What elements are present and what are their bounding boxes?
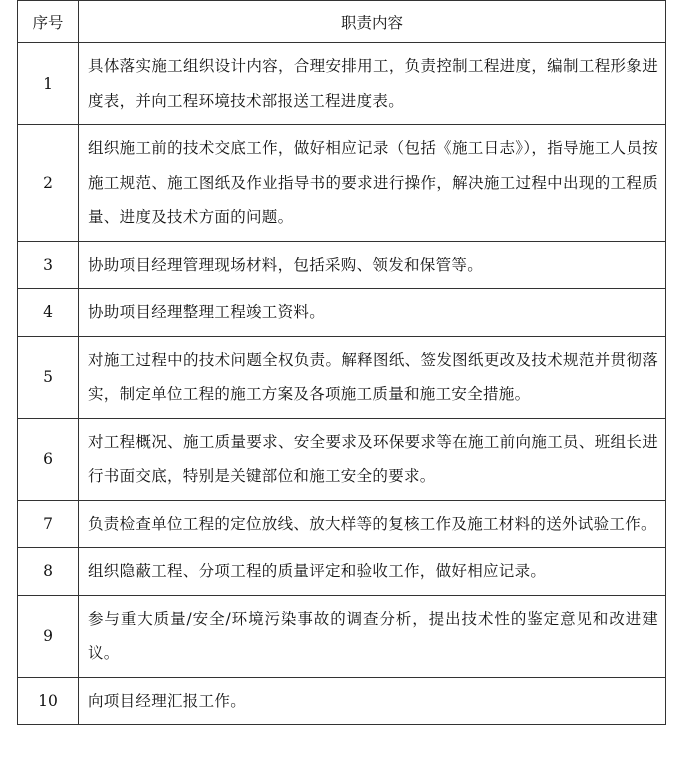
duty-text: 负责检查单位工程的定位放线、放大样等的复核工作及施工材料的送外试验工作。	[79, 500, 666, 548]
duty-text: 对工程概况、施工质量要求、安全要求及环保要求等在施工前向施工员、班组长进行书面交底，特别是关键部位和施工安全的要求。	[79, 418, 666, 500]
table-row	[18, 595, 666, 677]
duty-text: 组织隐蔽工程、分项工程的质量评定和验收工作，做好相应记录。	[79, 548, 666, 596]
table-row	[18, 418, 666, 500]
duty-text: 协助项目经理管理现场材料，包括采购、领发和保管等。	[79, 241, 666, 289]
table-row	[18, 125, 666, 242]
table-row	[18, 336, 666, 418]
table-row	[18, 548, 666, 596]
row-number: 3	[18, 241, 79, 289]
row-number: 10	[18, 677, 79, 725]
header-row	[18, 1, 666, 43]
row-number: 9	[18, 595, 79, 677]
row-number: 7	[18, 500, 79, 548]
duty-text: 向项目经理汇报工作。	[79, 677, 666, 725]
table-row	[18, 43, 666, 125]
duty-text: 组织施工前的技术交底工作，做好相应记录（包括《施工日志》），指导施工人员按施工规范、施工图纸及作业指导书的要求进行操作，解决施工过程中出现的工程质量、进度及技术方面的问题。	[79, 125, 666, 242]
duty-text: 具体落实施工组织设计内容，合理安排用工，负责控制工程进度，编制工程形象进度表，并向工程环境技术部报送工程进度表。	[79, 43, 666, 125]
duty-text: 参与重大质量/安全/环境污染事故的调查分析，提出技术性的鉴定意见和改进建议。	[79, 595, 666, 677]
duty-table	[17, 0, 666, 725]
row-number: 1	[18, 43, 79, 125]
row-number: 5	[18, 336, 79, 418]
row-number: 6	[18, 418, 79, 500]
header-duty: 职责内容	[79, 1, 666, 43]
table-row	[18, 500, 666, 548]
table-row	[18, 241, 666, 289]
row-number: 2	[18, 125, 79, 242]
table-body	[18, 43, 666, 725]
row-number: 4	[18, 289, 79, 337]
header-no: 序号	[18, 1, 79, 43]
row-number: 8	[18, 548, 79, 596]
duty-text: 协助项目经理整理工程竣工资料。	[79, 289, 666, 337]
table-row	[18, 677, 666, 725]
duty-text: 对施工过程中的技术问题全权负责。解释图纸、签发图纸更改及技术规范并贯彻落实，制定单位工程的施工方案及各项施工质量和施工安全措施。	[79, 336, 666, 418]
table-row	[18, 289, 666, 337]
